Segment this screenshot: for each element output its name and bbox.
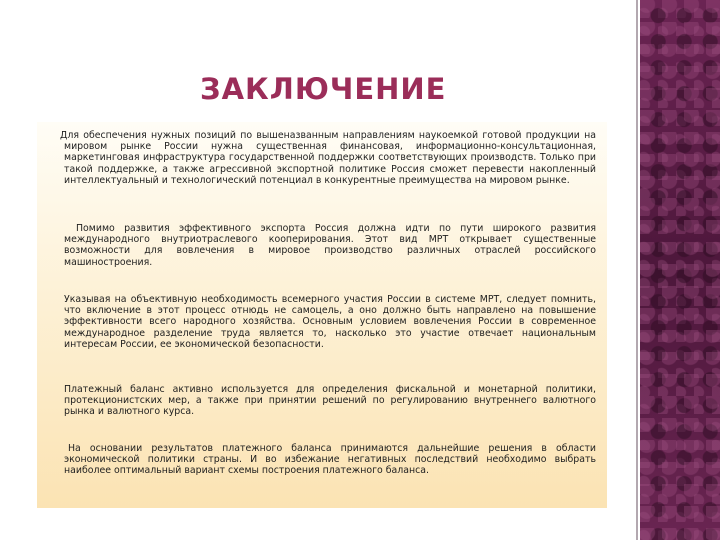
slide-title: ЗАКЛЮЧЕНИЕ bbox=[200, 72, 447, 106]
paragraph-4: Платежный баланс активно используется для определения фискальной и монетарной политики, протекционистских мер, а также при принятии решений по регулированию внутреннего валютного рынка и валютного курса. bbox=[64, 384, 596, 418]
decorative-side-band bbox=[640, 0, 720, 540]
paragraph-3: Указывая на объективную необходимость всемерного участия России в системе МРТ, следует помнить, что включение в этот процесс отнюдь не самоцель, а оно должно быть направлено на повышение эффективности всего народного хозяйства. Основным условием вовлечения России в современное международное разделение труда является то, насколько это участие отвечает национальным интересам России, ее экономической безопасности. bbox=[64, 294, 596, 350]
side-divider-line bbox=[636, 0, 638, 540]
paragraph-1: Для обеспечения нужных позиций по вышеназванным направлениям наукоемкой готовой продукции на мировом рынке России нужна существенная финансовая, информационно-консультационная, маркетинговая инфраструктура государственной поддержки соответствующих производств. Только при такой поддержке, а также агрессивной экспортной политике Россия сможет перевести накопленный интеллектуальный и технологический потенциал в конкурентные преимущества на мировом рынке. bbox=[60, 130, 596, 186]
paragraph-2: Помимо развития эффективного экспорта Россия должна идти по пути широкого развития международного внутриотраслевого кооперирования. Этот вид МРТ открывает существенные возможности для вовлечения в мировое производство различных отраслей российского машиностроения. bbox=[64, 223, 596, 268]
paragraph-5: На основании результатов платежного баланса принимаются дальнейшие решения в области экономической политики страны. И во избежание негативных последствий необходимо выбрать наиболее оптимальный вариант схемы построения платежного баланса. bbox=[64, 443, 596, 477]
